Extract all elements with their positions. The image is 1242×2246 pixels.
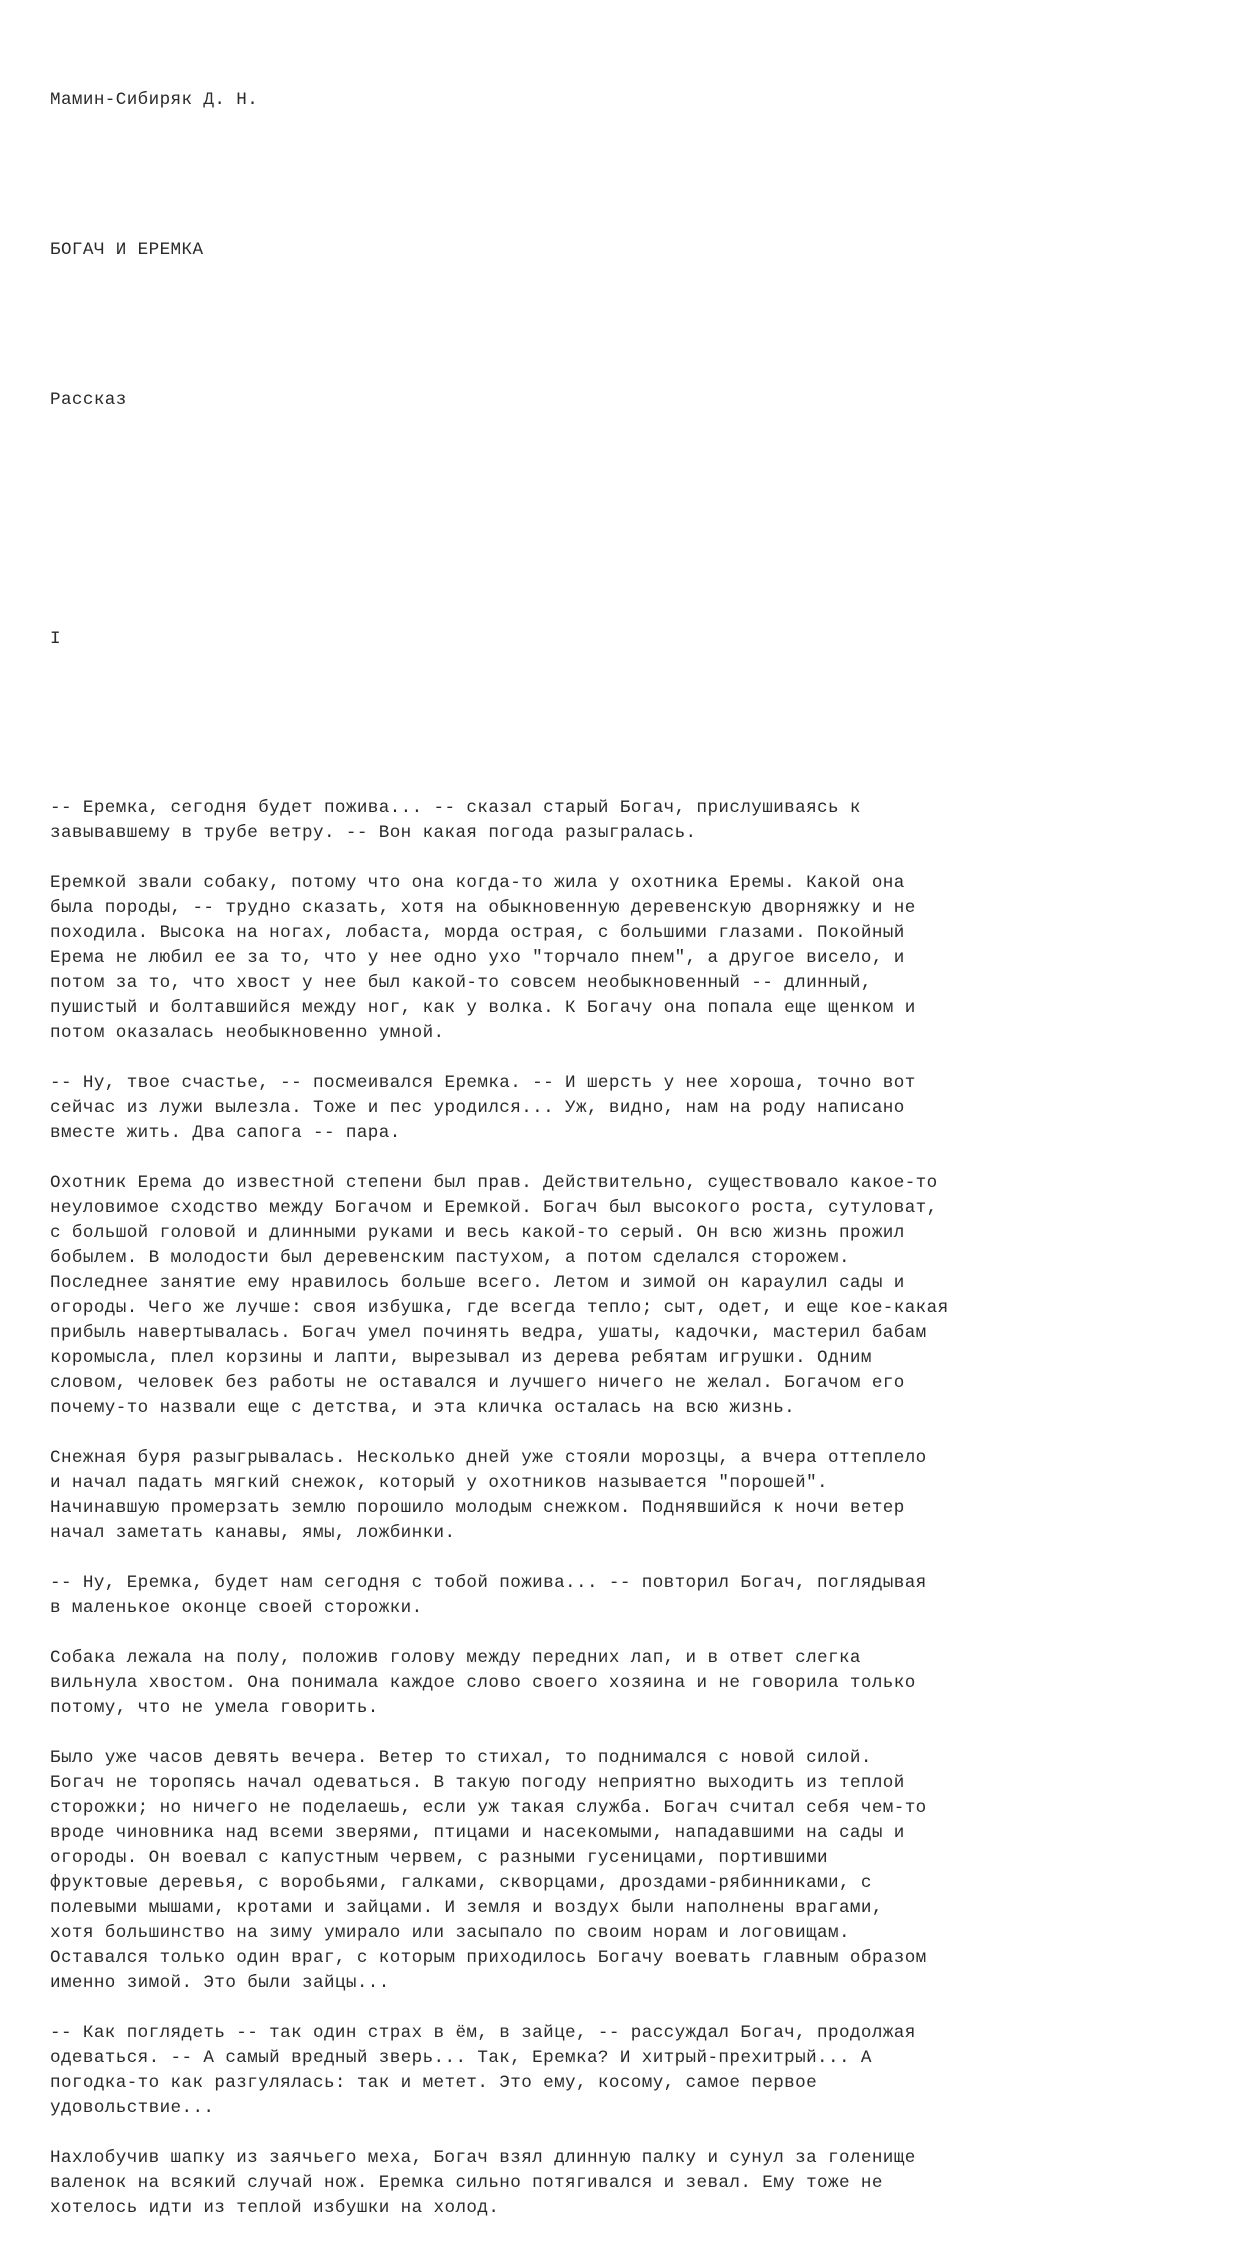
paragraph-gap: [50, 1621, 1200, 1646]
text-line: почему-то назвали еще с детства, и эта кличка осталась на всю жизнь.: [50, 1398, 796, 1418]
text-line: погодка-то как разгулялась: так и метет. Это ему, косому, самое первое: [50, 2073, 818, 2093]
text-line: Богач не торопясь начал одеваться. В такую погоду неприятно выходить из теплой: [50, 1773, 905, 1793]
text-line: начал заметать канавы, ямы, ложбинки.: [50, 1523, 456, 1543]
text-line: вроде чиновника над всеми зверями, птицами и насекомыми, нападавшими на сады и: [50, 1823, 905, 1843]
text-line: потом за то, что хвост у нее был какой-то совсем необыкновенный -- длинный,: [50, 973, 872, 993]
chapter-number: I: [50, 629, 61, 649]
text-line: Последнее занятие ему нравилось больше всего. Летом и зимой он караулил сады и: [50, 1273, 905, 1293]
text-line: Собака лежала на полу, положив голову между передних лап, и в ответ слегка: [50, 1648, 861, 1668]
paragraph: [50, 1746, 1200, 1996]
paragraph-gap: [50, 1721, 1200, 1746]
text-line: валенок на всякий случай нож. Еремка сильно потягивался и зевал. Ему тоже не: [50, 2173, 883, 2193]
paragraph: [50, 1171, 1200, 1421]
document-page: [50, 38, 1200, 2246]
text-line: Нахлобучив шапку из заячьего меха, Богач взял длинную палку и сунул за голенище: [50, 2148, 916, 2168]
text-line: потом оказалась необыкновенно умной.: [50, 1023, 445, 1043]
text-line: потому, что не умела говорить.: [50, 1698, 379, 1718]
text-line: Еремкой звали собаку, потому что она когда-то жила у охотника Еремы. Какой она: [50, 873, 905, 893]
text-line: с большой головой и длинными руками и весь какой-то серый. Он всю жизнь прожил: [50, 1223, 905, 1243]
paragraph: [50, 2146, 1200, 2221]
paragraph-gap: [50, 1546, 1200, 1571]
spacer: [50, 313, 1200, 338]
text-line: сейчас из лужи вылезла. Тоже и пес уродился... Уж, видно, нам на роду написано: [50, 1098, 905, 1118]
text-line: именно зимой. Это были зайцы...: [50, 1973, 390, 1993]
text-line: -- Еремка, сегодня будет пожива... -- сказал старый Богач, прислушиваясь к: [50, 798, 861, 818]
text-line: вместе жить. Два сапога -- пара.: [50, 1123, 401, 1143]
text-line: в маленькое оконце своей сторожки.: [50, 1598, 423, 1618]
text-line: пушистый и болтавшийся между ног, как у волка. К Богачу она попала еще щенком и: [50, 998, 916, 1018]
text-line: Начинавшую промерзать землю порошило молодым снежком. Поднявшийся к ночи ветер: [50, 1498, 905, 1518]
text-line: хотелось идти из теплой избушки на холод.: [50, 2198, 500, 2218]
text-line: была породы, -- трудно сказать, хотя на обыкновенную деревенскую дворняжку и не: [50, 898, 916, 918]
text-line: фруктовые деревья, с воробьями, галками, скворцами, дроздами-рябинниками, с: [50, 1873, 872, 1893]
paragraph: [50, 871, 1200, 1046]
text-line: полевыми мышами, кротами и зайцами. И земля и воздух были наполнены врагами,: [50, 1898, 883, 1918]
text-line: завывавшему в трубе ветру. -- Вон какая погода разыгралась.: [50, 823, 697, 843]
paragraph-gap: [50, 2121, 1200, 2146]
text-line: огороды. Чего же лучше: своя избушка, где всегда тепло; сыт, одет, и еще кое-какая: [50, 1298, 949, 1318]
paragraph: [50, 1646, 1200, 1721]
paragraph: [50, 2021, 1200, 2121]
text-line: прибыль навертывалась. Богач умел починять ведра, ушаты, кадочки, мастерил бабам: [50, 1323, 927, 1343]
paragraph: [50, 1071, 1200, 1146]
text-line: хотя большинство на зиму умирало или засыпало по своим норам и логовищам.: [50, 1923, 850, 1943]
author-line: Мамин-Сибиряк Д. Н.: [50, 90, 259, 110]
text-line: Снежная буря разыгрывалась. Несколько дней уже стояли морозцы, а вчера оттеплело: [50, 1448, 927, 1468]
text-line: вильнула хвостом. Она понимала каждое слово своего хозяина и не говорила только: [50, 1673, 916, 1693]
story-subtitle: Рассказ: [50, 390, 127, 410]
story-body: [50, 796, 1200, 2221]
text-line: Было уже часов девять вечера. Ветер то стихал, то поднимался с новой силой.: [50, 1748, 872, 1768]
text-line: сторожки; но ничего не поделаешь, если уж такая служба. Богач считал себя чем-то: [50, 1798, 927, 1818]
paragraph: [50, 1571, 1200, 1621]
spacer: [50, 163, 1200, 188]
text-line: неуловимое сходство между Богачом и Еремкой. Богач был высокого роста, сутуловат,: [50, 1198, 938, 1218]
text-line: -- Как поглядеть -- так один страх в ём, в зайце, -- рассуждал Богач, продолжая: [50, 2023, 916, 2043]
text-line: одеваться. -- А самый вредный зверь... Так, Еремка? И хитрый-прехитрый... А: [50, 2048, 872, 2068]
text-line: удовольствие...: [50, 2098, 215, 2118]
paragraph: [50, 1446, 1200, 1546]
paragraph: [50, 796, 1200, 846]
text-line: и начал падать мягкий снежок, который у охотников называется "порошей".: [50, 1473, 829, 1493]
spacer: [50, 463, 1200, 513]
text-line: бобылем. В молодости был деревенским пастухом, а потом сделался сторожем.: [50, 1248, 850, 1268]
paragraph-gap: [50, 1146, 1200, 1171]
text-line: походила. Высока на ногах, лобаста, морда острая, с большими глазами. Покойный: [50, 923, 905, 943]
text-line: коромысла, плел корзины и лапти, вырезывал из дерева ребятам игрушки. Одним: [50, 1348, 872, 1368]
text-line: словом, человек без работы не оставался и лучшего ничего не желал. Богачом его: [50, 1373, 905, 1393]
spacer: [50, 702, 1200, 721]
text-line: огороды. Он воевал с капустным червем, с разными гусеницами, портившими: [50, 1848, 829, 1868]
text-line: Оставался только один враг, с которым приходилось Богачу воевать главным образом: [50, 1948, 927, 1968]
paragraph-gap: [50, 1421, 1200, 1446]
paragraph-gap: [50, 846, 1200, 871]
text-line: Охотник Ерема до известной степени был прав. Действительно, существовало какое-то: [50, 1173, 938, 1193]
story-title: БОГАЧ И ЕРЕМКА: [50, 240, 204, 260]
paragraph-gap: [50, 1996, 1200, 2021]
spacer: [50, 563, 1200, 577]
paragraph-gap: [50, 1046, 1200, 1071]
text-line: -- Ну, твое счастье, -- посмеивался Еремка. -- И шерсть у нее хороша, точно вот: [50, 1073, 916, 1093]
text-line: Ерема не любил ее за то, что у нее одно ухо "торчало пнем", а другое висело, и: [50, 948, 905, 968]
text-line: -- Ну, Еремка, будет нам сегодня с тобой пожива... -- повторил Богач, поглядывая: [50, 1573, 927, 1593]
